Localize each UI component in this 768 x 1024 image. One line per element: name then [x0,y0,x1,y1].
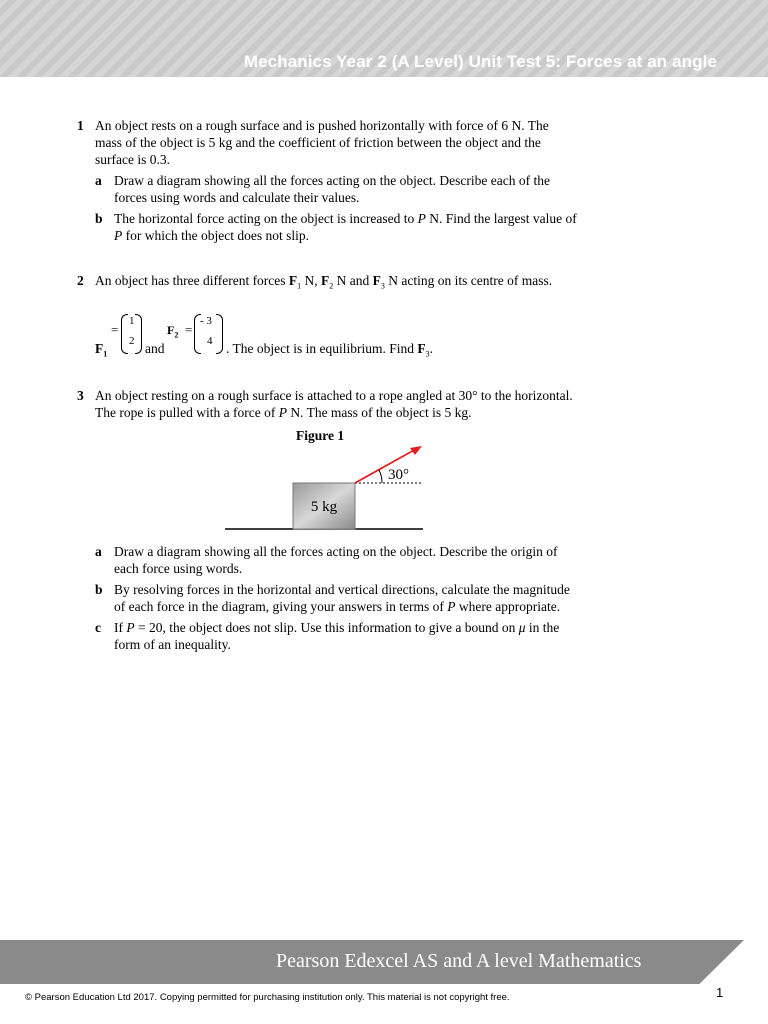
subscript: 1 [297,281,302,291]
question-3 [77,387,577,421]
text-run: N and [333,273,373,288]
footer-title: Pearson Edexcel AS and A level Mathematics [276,950,642,972]
equals-sign: = [111,322,119,337]
text-run: for which the object does not slip. [122,228,309,243]
vector-bracket-left [121,314,128,354]
text-run: N. Find the largest value of [425,211,577,226]
equilibrium-text: . The object is in equilibrium. Find $F_3$. [226,341,433,359]
text-run: in the form of an inequality. [114,620,560,652]
question-part-a [95,172,577,206]
vector-2-label: $F_2$ [167,323,179,340]
part-label: b [95,582,103,597]
copyright-notice: © Pearson Education Ltd 2017. Copying permitted for purchasing institution only. This material is not copyright free. [25,992,510,1003]
part-label: a [95,544,102,559]
vector-1-bottom: 2 [129,335,135,347]
question-part-b [95,581,577,615]
subscript: 2 [329,281,334,291]
part-text [114,581,577,615]
question-part-a [95,543,577,577]
variable-p: P [447,599,456,614]
part-text [114,619,577,653]
text-run: where appropriate. [455,599,561,614]
question-text: An object rests on a rough surface and is pushed horizontally with force of 6 N. The mass of the object is 5 kg and the coefficient of friction between the object and the surface is 0.3. [95,118,549,167]
force-symbol: F [372,273,381,288]
question-3-parts [77,539,577,653]
vector-2-top: - 3 [200,315,212,327]
page-header [0,0,768,77]
vector-2-bottom: 4 [207,335,213,347]
text-run: If [114,620,127,635]
figure-1-diagram [220,440,430,535]
force-symbol: F [288,273,298,288]
part-text [114,210,577,244]
vector-1-label: $F_1$ [95,341,108,359]
variable-p: P [114,228,123,243]
text-run: N, [301,273,322,288]
header-title: Mechanics Year 2 (A Level) Unit Test 5: Forces at an angle [243,52,717,71]
part-text: Draw a diagram showing all the forces acting on the object. Describe each of the forces using words and calculate their values. [114,173,550,205]
vector-bracket-right [216,314,223,354]
question-part-c [95,619,577,653]
text-run: An object has three different forces [95,273,289,288]
subscript: 3 [380,281,385,291]
part-text: Draw a diagram showing all the forces acting on the object. Describe the origin of each force using words. [114,544,558,576]
variable-p: P [417,211,426,226]
text-run: The horizontal force acting on the object is increased to [114,211,418,226]
question-2 [77,272,577,295]
text-run: N. The mass of the object is 5 kg. [286,405,472,420]
part-label: b [95,211,103,226]
variable-p: P [126,620,135,635]
text-run: An object resting on a rough surface is attached to a rope angled at 30° to the horizontal. The rope is pulled with a force of [95,388,573,420]
angle-label: 30° [388,467,409,483]
mass-label: 5 kg [310,499,338,515]
question-number: 3 [77,388,84,403]
force-symbol: F [321,273,330,288]
variable-p: P [278,405,287,420]
question-number: 1 [77,118,84,133]
arrowhead-icon [410,446,422,455]
vector-bracket-right [135,314,142,354]
vector-1-top: 1 [129,315,135,327]
and-text: and [145,341,165,356]
text-run: By resolving forces in the horizontal and vertical directions, calculate the magnitude of each force in the diagram, giving your answers in terms of [114,582,570,614]
part-label: a [95,173,102,188]
text-run: = 20, the object does not slip. Use this information to give a bound on [134,620,519,635]
question-text [95,272,577,295]
question-1 [77,117,577,244]
question-number: 2 [77,273,84,288]
page-number: 1 [716,985,724,1000]
equals-sign: = [185,322,193,337]
question-part-b [95,210,577,244]
question-text [95,387,577,421]
text-run: N acting on its centre of mass. [384,273,553,288]
part-label: c [95,620,101,635]
variable-mu: μ [518,620,526,635]
angle-arc [379,470,382,483]
figure-label: Figure 1 [296,428,345,443]
